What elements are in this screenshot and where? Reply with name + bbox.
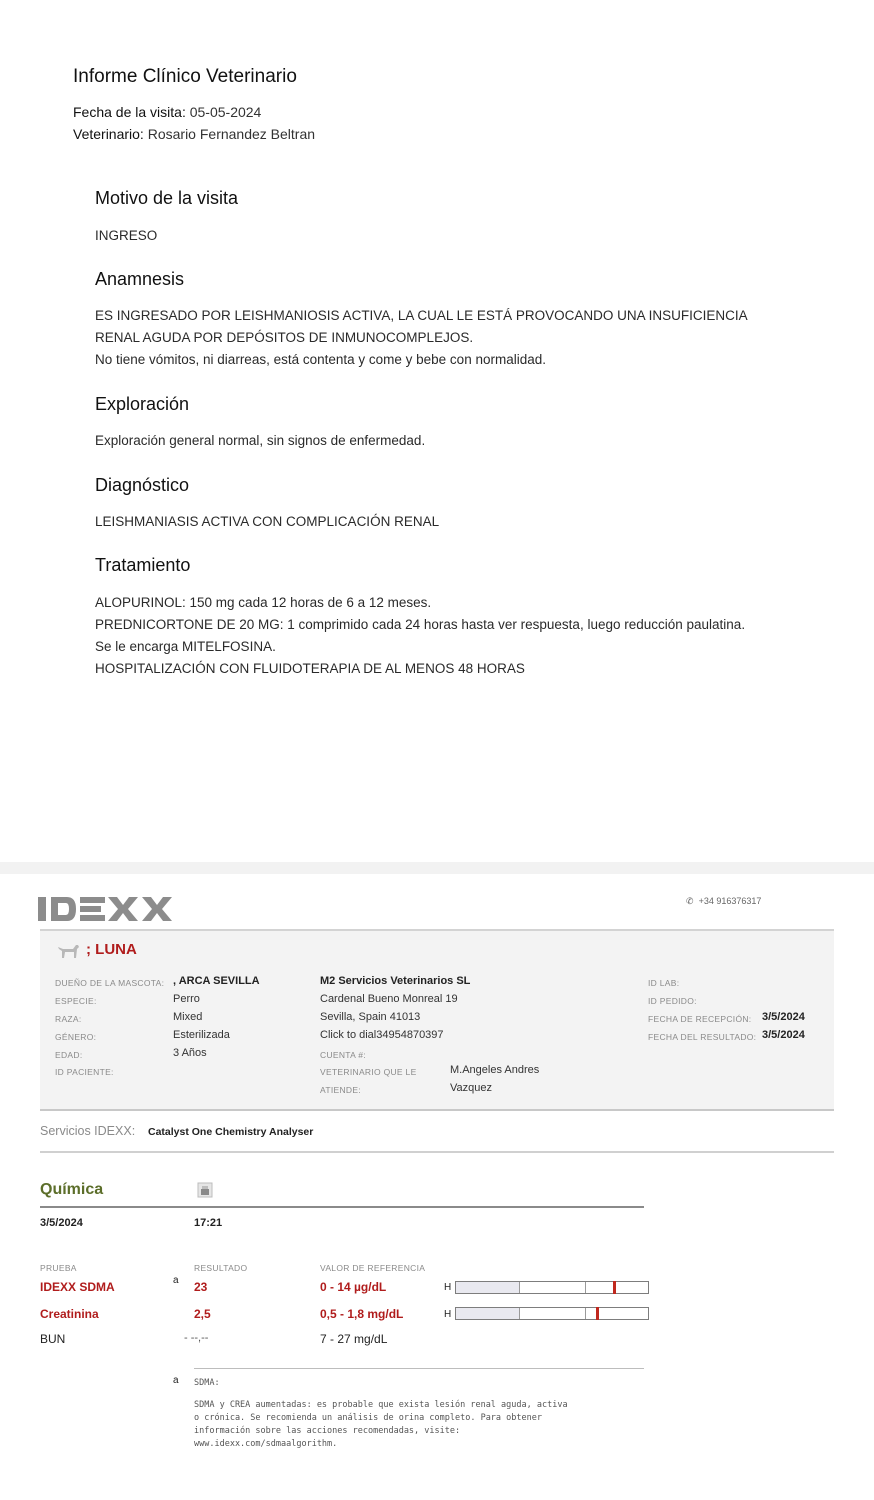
clinic-phone-link[interactable]: Click to dial34954870397 — [320, 1029, 444, 1041]
footnote-marker: a — [173, 1275, 179, 1286]
col-ref-header: VALOR DE REFERENCIA — [320, 1263, 426, 1273]
diagnostico-heading: Diagnóstico — [95, 475, 190, 495]
patient-id-label: ID PACIENTE: — [55, 1067, 114, 1077]
motivo-heading: Motivo de la visita — [95, 188, 239, 208]
owner-value: , ARCA SEVILLA — [173, 975, 260, 987]
report-title: Informe Clínico Veterinario — [73, 66, 297, 87]
breed-value: Mixed — [173, 1011, 203, 1023]
page-separator — [0, 862, 874, 874]
note-title: SDMA: — [194, 1378, 220, 1388]
range-bar-tick — [585, 1282, 586, 1293]
account-label: CUENTA #: — [320, 1050, 366, 1060]
lab-phone — [686, 896, 761, 907]
age-value: 3 Años — [173, 1047, 207, 1059]
clinic-name: M2 Servicios Veterinarios SL — [320, 975, 471, 987]
received-value: 3/5/2024 — [762, 1011, 805, 1023]
lab-vet-name-1: M.Angeles Andres — [450, 1064, 540, 1076]
vet-label: Veterinario: — [73, 126, 144, 142]
vet-line — [73, 126, 315, 142]
quimica-divider — [40, 1206, 644, 1208]
test-name: IDEXX SDMA — [40, 1280, 115, 1294]
range-bar-tick — [519, 1308, 520, 1319]
motivo-text: INGRESO — [95, 228, 158, 243]
order-id-label: ID PEDIDO: — [648, 996, 697, 1006]
range-bar-marker — [596, 1307, 599, 1320]
test-reference: 7 - 27 mg/dL — [320, 1332, 388, 1346]
test-result: - --,-- — [184, 1332, 209, 1344]
range-bar-marker — [613, 1281, 616, 1294]
range-bar-normal-zone — [456, 1308, 519, 1319]
lab-phone-number: +34 916376317 — [698, 896, 762, 906]
species-value: Perro — [173, 993, 200, 1005]
test-result: 2,5 — [194, 1307, 211, 1321]
high-flag: H — [444, 1309, 452, 1320]
dog-icon — [55, 941, 81, 959]
tratamiento-heading: Tratamiento — [95, 555, 191, 575]
anamnesis-heading: Anamnesis — [95, 269, 185, 289]
note-line: www.idexx.com/sdmaalgorithm. — [194, 1439, 338, 1449]
result-date: 3/5/2024 — [40, 1217, 83, 1229]
result-date-label: FECHA DEL RESULTADO: — [648, 1032, 757, 1042]
visit-date-line — [73, 104, 261, 120]
range-bar — [455, 1281, 649, 1294]
services-divider — [40, 1151, 834, 1153]
note-text — [194, 1399, 568, 1451]
anamnesis-line-2: RENAL AGUDA POR DEPÓSITOS DE INMUNOCOMPLEJOS. — [95, 330, 474, 345]
age-label: EDAD: — [55, 1050, 83, 1060]
idexx-logo — [38, 893, 184, 925]
test-name: BUN — [40, 1332, 66, 1346]
services-value: Catalyst One Chemistry Analyser — [148, 1126, 314, 1138]
diagnostico-text: LEISHMANIASIS ACTIVA CON COMPLICACIÓN RENAL — [95, 514, 440, 529]
owner-label: DUEÑO DE LA MASCOTA: — [55, 978, 165, 988]
phone-icon: ✆ — [686, 896, 694, 906]
test-result: 23 — [194, 1280, 208, 1294]
note-line: o crónica. Se recomienda un análisis de orina completo. Para obtener — [194, 1413, 542, 1423]
note-line: información sobre las acciones recomendadas, visite: — [194, 1426, 461, 1436]
result-time: 17:21 — [194, 1217, 223, 1229]
vet-name: Rosario Fernandez Beltran — [147, 126, 316, 142]
tratamiento-line-4: HOSPITALIZACIÓN CON FLUIDOTERAPIA DE AL MENOS 48 HORAS — [95, 661, 525, 676]
tratamiento-line-2: PREDNICORTONE DE 20 MG: 1 comprimido cada 24 horas hasta ver respuesta, luego reducción paulatina. — [95, 617, 746, 632]
range-bar-tick — [519, 1282, 520, 1293]
test-reference: 0 - 14 µg/dL — [320, 1280, 387, 1294]
vet-label-1: VETERINARIO QUE LE — [320, 1067, 417, 1077]
services-label: Servicios IDEXX: — [40, 1124, 136, 1138]
note-divider — [194, 1368, 644, 1369]
received-label: FECHA DE RECEPCIÓN: — [648, 1014, 752, 1024]
high-flag: H — [444, 1282, 452, 1293]
visit-date-label: Fecha de la visita: — [73, 104, 186, 120]
gender-value: Esterilizada — [173, 1029, 230, 1041]
vet-label-2: ATIENDE: — [320, 1085, 361, 1095]
test-reference: 0,5 - 1,8 mg/dL — [320, 1307, 404, 1321]
section-title-quimica: Química — [40, 1181, 104, 1198]
species-label: ESPECIE: — [55, 996, 97, 1006]
note-line: SDMA y CREA aumentadas: es probable que exista lesión renal aguda, activa — [194, 1400, 568, 1410]
exploracion-text: Exploración general normal, sin signos de enfermedad. — [95, 433, 426, 448]
tratamiento-line-1: ALOPURINOL: 150 mg cada 12 horas de 6 a 12 meses. — [95, 595, 432, 610]
col-test-header: PRUEBA — [40, 1263, 77, 1273]
gender-label: GÉNERO: — [55, 1032, 97, 1042]
tratamiento-line-3: Se le encarga MITELFOSINA. — [95, 639, 276, 654]
range-bar — [455, 1307, 649, 1320]
note-marker: a — [173, 1375, 179, 1386]
visit-date-value: 05-05-2024 — [189, 104, 262, 120]
range-bar-tick — [585, 1308, 586, 1319]
pet-name: ; LUNA — [86, 941, 137, 958]
clinic-address-2: Sevilla, Spain 41013 — [320, 1011, 421, 1023]
anamnesis-line-3: No tiene vómitos, ni diarreas, está contenta y come y bebe con normalidad. — [95, 352, 546, 367]
lab-id-label: ID LAB: — [648, 978, 680, 988]
anamnesis-line-1: ES INGRESADO POR LEISHMANIOSIS ACTIVA, LA CUAL LE ESTÁ PROVOCANDO UNA INSUFICIENCIA — [95, 308, 748, 323]
printer-icon[interactable] — [197, 1182, 213, 1198]
exploracion-heading: Exploración — [95, 394, 190, 414]
col-result-header: RESULTADO — [194, 1263, 248, 1273]
breed-label: RAZA: — [55, 1014, 82, 1024]
range-bar-normal-zone — [456, 1282, 519, 1293]
result-date-value: 3/5/2024 — [762, 1029, 805, 1041]
test-name: Creatinina — [40, 1307, 99, 1321]
clinic-address-1: Cardenal Bueno Monreal 19 — [320, 993, 458, 1005]
lab-vet-name-2: Vazquez — [450, 1082, 492, 1094]
